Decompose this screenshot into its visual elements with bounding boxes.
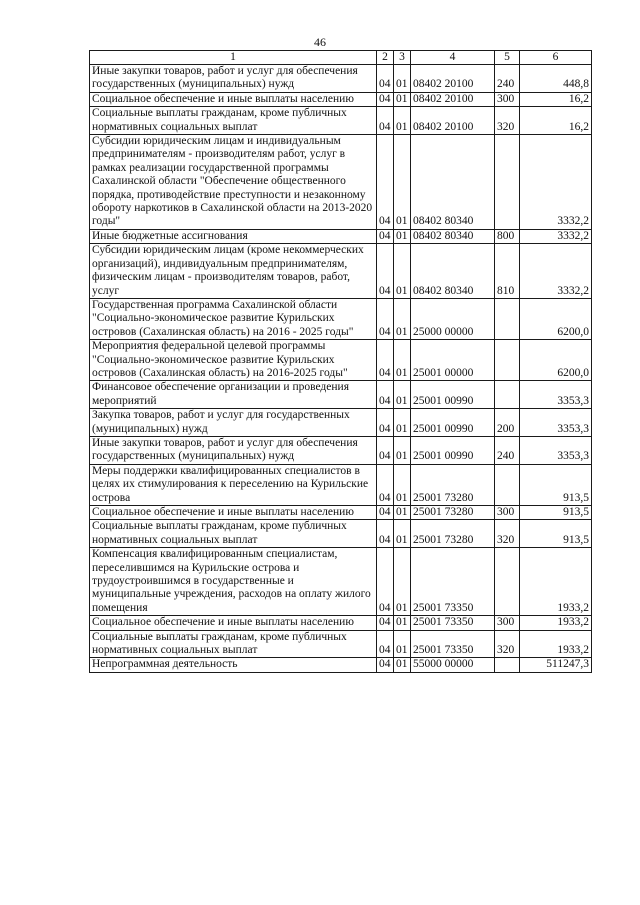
row-subsection: 01 (394, 298, 411, 339)
row-subsection: 01 (394, 520, 411, 548)
table-row (90, 229, 592, 243)
row-name: Государственная программа Сахалинской области "Социально-экономическое развитие Курильских островов (Сахалинская область) на 2016 - 2025 годы" (90, 298, 377, 339)
row-amount: 3332,2 (520, 135, 592, 230)
row-target-article: 08402 20100 (411, 107, 495, 135)
table-row (90, 548, 592, 616)
header-cell: 1 (90, 51, 377, 65)
row-expense-kind: 320 (495, 630, 520, 658)
row-target-article: 55000 00000 (411, 658, 495, 672)
table-row (90, 381, 592, 409)
table-row (90, 65, 592, 93)
row-expense-kind: 240 (495, 436, 520, 464)
row-target-article: 25001 73350 (411, 630, 495, 658)
page-number: 46 (314, 35, 326, 49)
row-name: Социальные выплаты гражданам, кроме публичных нормативных социальных выплат (90, 520, 377, 548)
row-target-article: 08402 80340 (411, 229, 495, 243)
table-body (90, 65, 592, 673)
row-amount: 448,8 (520, 65, 592, 93)
row-section: 04 (377, 506, 394, 520)
row-amount: 3353,3 (520, 436, 592, 464)
row-target-article: 25001 73280 (411, 506, 495, 520)
row-amount: 511247,3 (520, 658, 592, 672)
header-cell: 6 (520, 51, 592, 65)
row-subsection: 01 (394, 616, 411, 630)
row-amount: 3332,2 (520, 229, 592, 243)
table-row (90, 107, 592, 135)
row-expense-kind (495, 658, 520, 672)
row-name: Социальные выплаты гражданам, кроме публичных нормативных социальных выплат (90, 107, 377, 135)
row-expense-kind: 300 (495, 506, 520, 520)
row-subsection: 01 (394, 436, 411, 464)
row-amount: 1933,2 (520, 616, 592, 630)
table-row (90, 506, 592, 520)
row-section: 04 (377, 436, 394, 464)
table-row (90, 92, 592, 106)
row-target-article: 25001 73280 (411, 464, 495, 505)
row-name: Социальное обеспечение и иные выплаты населению (90, 92, 377, 106)
row-section: 04 (377, 409, 394, 437)
row-expense-kind: 300 (495, 616, 520, 630)
row-expense-kind (495, 548, 520, 616)
row-section: 04 (377, 244, 394, 299)
row-target-article: 08402 80340 (411, 135, 495, 230)
header-cell: 4 (411, 51, 495, 65)
row-name: Иные закупки товаров, работ и услуг для обеспечения государственных (муниципальных) нужд (90, 436, 377, 464)
row-target-article: 08402 80340 (411, 244, 495, 299)
row-name: Меры поддержки квалифицированных специалистов в целях их стимулирования к переселению на Курильские острова (90, 464, 377, 505)
row-section: 04 (377, 92, 394, 106)
row-subsection: 01 (394, 340, 411, 381)
row-subsection: 01 (394, 135, 411, 230)
row-section: 04 (377, 135, 394, 230)
row-section: 04 (377, 616, 394, 630)
row-name: Социальное обеспечение и иные выплаты населению (90, 506, 377, 520)
row-expense-kind (495, 298, 520, 339)
row-amount: 3332,2 (520, 244, 592, 299)
row-name: Финансовое обеспечение организации и проведения мероприятий (90, 381, 377, 409)
table-row (90, 409, 592, 437)
row-expense-kind (495, 464, 520, 505)
row-target-article: 25001 73350 (411, 548, 495, 616)
row-amount: 3353,3 (520, 409, 592, 437)
row-amount: 16,2 (520, 107, 592, 135)
row-subsection: 01 (394, 409, 411, 437)
row-amount: 913,5 (520, 506, 592, 520)
row-section: 04 (377, 520, 394, 548)
row-name: Субсидии юридическим лицам и индивидуальным предпринимателям - производителям работ, услуг в рамках реализации государственной программы Сахалинской области "Обеспечение общественного порядка, противодействие преступности и незаконному обороту наркотиков в Сахалинской области на 2013-2020 годы" (90, 135, 377, 230)
row-section: 04 (377, 229, 394, 243)
row-subsection: 01 (394, 464, 411, 505)
row-amount: 16,2 (520, 92, 592, 106)
row-target-article: 25001 00000 (411, 340, 495, 381)
row-name: Иные закупки товаров, работ и услуг для обеспечения государственных (муниципальных) нужд (90, 65, 377, 93)
row-name: Мероприятия федеральной целевой программы "Социально-экономическое развитие Курильских островов (Сахалинская область) на 2016-2025 годы" (90, 340, 377, 381)
row-target-article: 08402 20100 (411, 65, 495, 93)
row-subsection: 01 (394, 107, 411, 135)
table-row (90, 464, 592, 505)
table-row (90, 340, 592, 381)
row-target-article: 25001 73280 (411, 520, 495, 548)
row-amount: 6200,0 (520, 298, 592, 339)
row-expense-kind (495, 340, 520, 381)
table-row (90, 436, 592, 464)
row-subsection: 01 (394, 506, 411, 520)
row-expense-kind: 240 (495, 65, 520, 93)
row-section: 04 (377, 548, 394, 616)
row-name: Социальное обеспечение и иные выплаты населению (90, 616, 377, 630)
row-amount: 913,5 (520, 520, 592, 548)
row-expense-kind: 320 (495, 520, 520, 548)
row-amount: 3353,3 (520, 381, 592, 409)
row-section: 04 (377, 630, 394, 658)
row-target-article: 25001 00990 (411, 436, 495, 464)
row-expense-kind: 320 (495, 107, 520, 135)
row-name: Социальные выплаты гражданам, кроме публичных нормативных социальных выплат (90, 630, 377, 658)
table-row (90, 658, 592, 672)
row-amount: 1933,2 (520, 548, 592, 616)
row-name: Закупка товаров, работ и услуг для государственных (муниципальных) нужд (90, 409, 377, 437)
table-row (90, 630, 592, 658)
row-section: 04 (377, 65, 394, 93)
row-amount: 6200,0 (520, 340, 592, 381)
row-subsection: 01 (394, 92, 411, 106)
row-subsection: 01 (394, 65, 411, 93)
header-cell: 2 (377, 51, 394, 65)
row-name: Компенсация квалифицированным специалистам, переселившимся на Курильские острова и трудоустроившимся в государственные и муниципальные учреждения, расходов на оплату жилого помещения (90, 548, 377, 616)
table-row (90, 244, 592, 299)
row-amount: 913,5 (520, 464, 592, 505)
table-row (90, 616, 592, 630)
row-target-article: 08402 20100 (411, 92, 495, 106)
row-subsection: 01 (394, 244, 411, 299)
header-cell: 5 (495, 51, 520, 65)
row-name: Иные бюджетные ассигнования (90, 229, 377, 243)
row-expense-kind: 200 (495, 409, 520, 437)
header-cell: 3 (394, 51, 411, 65)
row-expense-kind: 810 (495, 244, 520, 299)
table-row (90, 520, 592, 548)
row-subsection: 01 (394, 630, 411, 658)
row-name: Непрограммная деятельность (90, 658, 377, 672)
row-target-article: 25001 00990 (411, 381, 495, 409)
row-target-article: 25001 73350 (411, 616, 495, 630)
table-row (90, 298, 592, 339)
budget-table (89, 50, 592, 673)
row-subsection: 01 (394, 381, 411, 409)
row-expense-kind (495, 381, 520, 409)
row-section: 04 (377, 381, 394, 409)
row-expense-kind: 300 (495, 92, 520, 106)
row-section: 04 (377, 298, 394, 339)
row-target-article: 25000 00000 (411, 298, 495, 339)
row-subsection: 01 (394, 658, 411, 672)
row-section: 04 (377, 107, 394, 135)
row-name: Субсидии юридическим лицам (кроме некоммерческих организаций), индивидуальным предпринимателям, физическим лицам - производителям товаров, работ, услуг (90, 244, 377, 299)
row-amount: 1933,2 (520, 630, 592, 658)
row-subsection: 01 (394, 229, 411, 243)
row-expense-kind: 800 (495, 229, 520, 243)
header-row (90, 51, 592, 65)
row-target-article: 25001 00990 (411, 409, 495, 437)
row-expense-kind (495, 135, 520, 230)
row-subsection: 01 (394, 548, 411, 616)
table-row (90, 135, 592, 230)
row-section: 04 (377, 464, 394, 505)
row-section: 04 (377, 340, 394, 381)
row-section: 04 (377, 658, 394, 672)
